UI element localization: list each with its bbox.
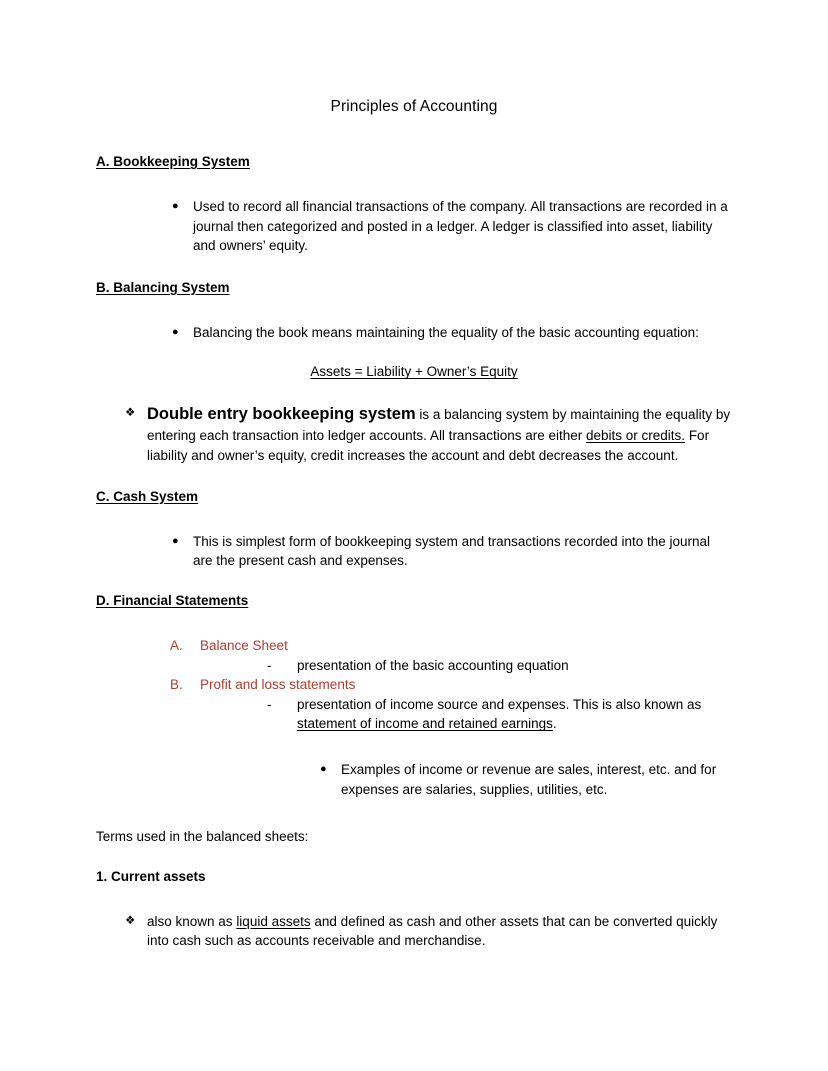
section-heading-balancing-system: B. Balancing System — [96, 279, 230, 295]
spacer — [96, 342, 732, 362]
income-examples-text: Examples of income or revenue are sales, interest, etc. and for expenses are salaries, supplies, utilities, etc. — [341, 761, 717, 797]
section-heading-cash-system: C. Cash System — [96, 488, 199, 504]
spacer — [96, 303, 732, 323]
alpha-marker-b: B. — [170, 677, 183, 693]
section-b-heading-row — [96, 278, 732, 297]
financial-statement-item-a-sub — [96, 656, 732, 676]
financial-statement-item-b-sub — [96, 695, 732, 734]
section-c-bullet — [96, 532, 732, 571]
financial-statement-item-b — [96, 675, 732, 695]
term-1-heading-row — [96, 867, 732, 886]
spacer — [96, 799, 732, 827]
dash-bullet-icon: - — [267, 657, 272, 673]
spacer — [96, 734, 732, 760]
terms-intro: Terms used in the balanced sheets: — [96, 829, 309, 845]
floret-bullet-icon: ❖ — [125, 914, 136, 927]
balance-sheet-description: presentation of the basic accounting equation — [297, 657, 569, 673]
section-heading-financial-statements: D. Financial Statements — [96, 592, 249, 608]
double-entry-term: Double entry bookkeeping system — [147, 404, 416, 423]
section-heading-bookkeeping-system: A. Bookkeeping System — [96, 154, 250, 169]
spacer — [96, 256, 732, 278]
section-b-bullet — [96, 323, 732, 343]
current-assets-text-2: and defined as cash and other assets that can be converted quickly into cash such as accounts receivable and merchandise. — [147, 913, 718, 949]
financial-statement-item-a — [96, 636, 732, 656]
accounting-equation-text: Assets = Liability + Owner’s Equity — [310, 364, 518, 380]
profit-loss-description-1: presentation of income source and expenses. This is also known as — [297, 696, 702, 712]
spacer — [96, 616, 732, 636]
section-a-bullet — [96, 197, 732, 256]
document-content — [96, 96, 732, 951]
section-a-bullet-text: Used to record all financial transactions of the company. All transactions are recorded in a journal then categorized and posted in a ledger. A ledger is classified into asset, liability and owners’ equity. — [193, 199, 728, 254]
double-entry-item — [96, 404, 732, 467]
term-heading-current-assets: 1. Current assets — [96, 868, 206, 884]
current-assets-definition — [96, 912, 732, 951]
profit-loss-label: Profit and loss statements — [200, 677, 356, 693]
spacer — [96, 467, 732, 487]
disc-bullet-icon: ● — [172, 325, 179, 338]
alpha-marker-a: A. — [170, 637, 183, 653]
section-c-heading-row — [96, 487, 732, 506]
page-title: Principles of Accounting — [330, 98, 498, 115]
floret-bullet-icon: ❖ — [125, 406, 136, 419]
section-a-heading-row — [96, 152, 732, 171]
income-examples-bullet — [96, 760, 732, 799]
section-d-heading-row — [96, 591, 732, 610]
liquid-assets-underlined: liquid assets — [236, 913, 311, 929]
spacer — [96, 892, 732, 912]
spacer — [96, 512, 732, 532]
disc-bullet-icon: ● — [172, 534, 179, 547]
double-entry-text-1: is a balancing system by maintaining the equality by entering each transaction into ledger accounts. All transactions are either — [147, 406, 731, 443]
double-entry-text-2: For liability and owner’s equity, credit increases the account and debt decreases the account. — [147, 427, 710, 464]
spacer — [96, 571, 732, 591]
section-c-bullet-text: This is simplest form of bookkeeping system and transactions recorded into the journal are the present cash and expenses. — [193, 533, 711, 569]
section-b-bullet-text: Balancing the book means maintaining the equality of the basic accounting equation: — [193, 324, 699, 340]
profit-loss-description-2: . — [552, 716, 557, 732]
balance-sheet-label: Balance Sheet — [200, 637, 288, 653]
disc-bullet-icon: ● — [320, 762, 327, 775]
disc-bullet-icon: ● — [172, 200, 179, 212]
accounting-equation — [96, 362, 732, 382]
spacer — [96, 847, 732, 867]
dash-bullet-icon: - — [267, 696, 272, 712]
spacer — [96, 382, 732, 404]
statement-of-income-underlined: statement of income and retained earnings — [297, 716, 553, 732]
current-assets-text-1: also known as — [147, 913, 237, 929]
spacer — [96, 177, 732, 197]
debits-or-credits-underlined: debits or credits. — [586, 427, 686, 443]
